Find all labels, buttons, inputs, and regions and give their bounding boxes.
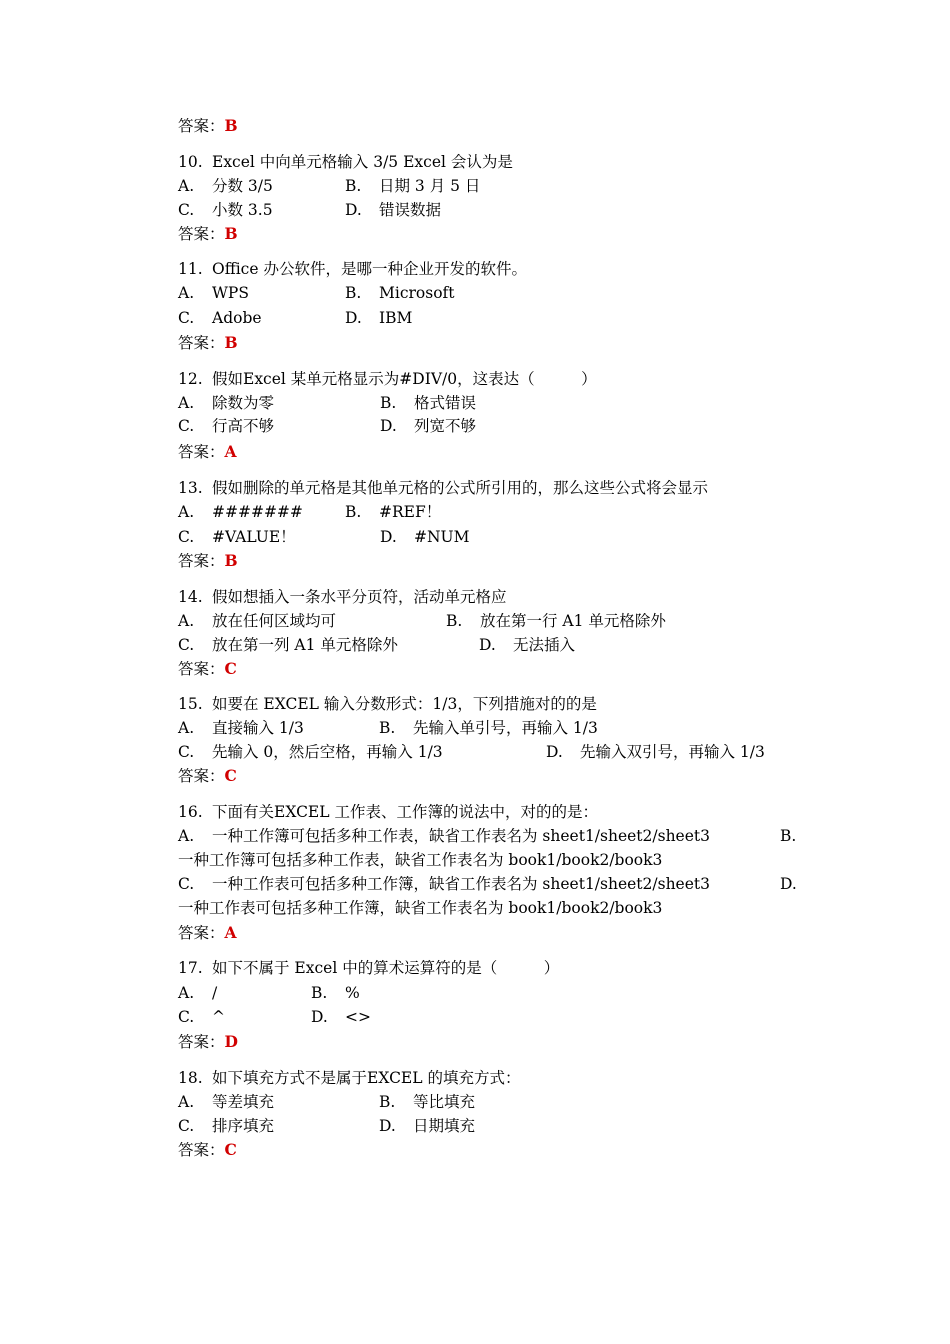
option-d: D. 无法插入 [479,636,576,654]
answer-value: B [224,116,238,135]
option-d: D. #NUM [380,528,470,546]
question-number: 15. [178,695,203,713]
answer-label: 答案： [178,1033,225,1051]
answer-label: 答案： [178,1141,225,1159]
question-text: Excel 中向单元格输入 3/5 Excel 会认为是 [212,153,513,171]
question-stem [178,801,598,823]
option-c: C. Adobe [178,309,262,327]
question-stem [178,258,527,280]
option-d-wrapped: 一种工作表可包括多种工作簿，缺省工作表名为 book1/book2/book3 [178,899,663,917]
option-b-letter: B. [780,827,797,845]
question-number: 11. [178,260,203,278]
answer-value: C [224,766,237,785]
answer-value: B [224,551,238,570]
answer-line [178,550,238,572]
option-d-letter: D. [780,875,797,893]
question-number: 17. [178,959,203,977]
answer-line [178,441,237,463]
option-b: B. 放在第一行 A1 单元格除外 [446,612,666,630]
option-c: C. 一种工作表可包括多种工作簿，缺省工作表名为 sheet1/sheet2/sheet3 [178,875,710,893]
answer-value: B [224,333,238,352]
question-number: 12. [178,370,203,388]
answer-label: 答案： [178,767,225,785]
option-b: B. #REF！ [345,503,442,521]
option-b: B. 等比填充 [379,1093,476,1111]
option-a: A. 一种工作簿可包括多种工作表，缺省工作表名为 sheet1/sheet2/sheet3 [178,827,710,845]
question-stem [178,151,513,173]
option-d: D. IBM [345,309,413,327]
answer-value: B [224,224,238,243]
option-d: D. 日期填充 [379,1117,476,1135]
answer-line [178,1031,238,1053]
question-stem [178,693,597,715]
answer-line [178,765,237,787]
answer-value: A [224,923,237,942]
option-c: C. 先输入 0，然后空格，再输入 1/3 [178,743,443,761]
option-a: A. 放在任何区域均可 [178,612,337,630]
question-text: 如下不属于 Excel 中的算术运算符的是（ ） [212,959,560,977]
option-a: A. WPS [178,284,249,302]
question-stem [178,477,708,499]
option-b: B. 日期 3 月 5 日 [345,177,481,195]
answer-value: C [224,1140,237,1159]
answer-label: 答案： [178,443,225,461]
question-stem [178,368,597,390]
option-c: C. 放在第一列 A1 单元格除外 [178,636,398,654]
question-stem [178,957,559,979]
option-c: C. 小数 3.5 [178,201,273,219]
option-b: B. % [311,984,360,1002]
question-text: 如下填充方式不是属于EXCEL 的填充方式： [212,1069,521,1087]
option-a: A. 直接输入 1/3 [178,719,304,737]
option-a: A. 除数为零 [178,394,275,412]
option-c: C. 行高不够 [178,417,275,435]
question-number: 18. [178,1069,203,1087]
answer-label: 答案： [178,660,225,678]
answer-label: 答案： [178,225,225,243]
answer-line [178,922,237,944]
answer-line [178,332,238,354]
answer-line [178,658,237,680]
question-stem [178,1067,520,1089]
option-d: D. 列宽不够 [380,417,477,435]
option-d: D. 错误数据 [345,201,442,219]
option-a: A. / [178,984,218,1002]
option-c: C. ^ [178,1008,225,1026]
question-text: 假如Excel 某单元格显示为#DIV/0，这表达（ ） [212,370,597,388]
option-c: C. #VALUE！ [178,528,296,546]
question-text: 下面有关EXCEL 工作表、工作簿的说法中，对的的是： [212,803,598,821]
question-number: 13. [178,479,203,497]
option-a: A. 分数 3/5 [178,177,273,195]
answer-label: 答案： [178,334,225,352]
option-b: B. 先输入单引号，再输入 1/3 [379,719,598,737]
option-b: B. 格式错误 [380,394,477,412]
question-number: 14. [178,588,203,606]
option-c: C. 排序填充 [178,1117,275,1135]
option-a: A. ####### [178,503,303,521]
answer-line [178,115,238,137]
question-stem [178,586,507,608]
option-d: D. 先输入双引号，再输入 1/3 [546,743,765,761]
answer-value: C [224,659,237,678]
answer-line [178,223,238,245]
option-b-wrapped: 一种工作簿可包括多种工作表，缺省工作表名为 book1/book2/book3 [178,851,663,869]
question-number: 10. [178,153,203,171]
answer-label: 答案： [178,117,225,135]
answer-value: D [224,1032,238,1051]
answer-label: 答案： [178,552,225,570]
answer-line [178,1139,237,1161]
option-d: D. <> [311,1008,371,1026]
answer-value: A [224,442,237,461]
question-text: 假如删除的单元格是其他单元格的公式所引用的，那么这些公式将会显示 [212,479,709,497]
question-text: 假如想插入一条水平分页符，活动单元格应 [212,588,507,606]
answer-label: 答案： [178,924,225,942]
question-text: 如要在 EXCEL 输入分数形式：1/3，下列措施对的的是 [212,695,597,713]
option-a: A. 等差填充 [178,1093,275,1111]
question-text: Office 办公软件，是哪一种企业开发的软件。 [212,260,527,278]
option-b: B. Microsoft [345,284,455,302]
question-number: 16. [178,803,203,821]
